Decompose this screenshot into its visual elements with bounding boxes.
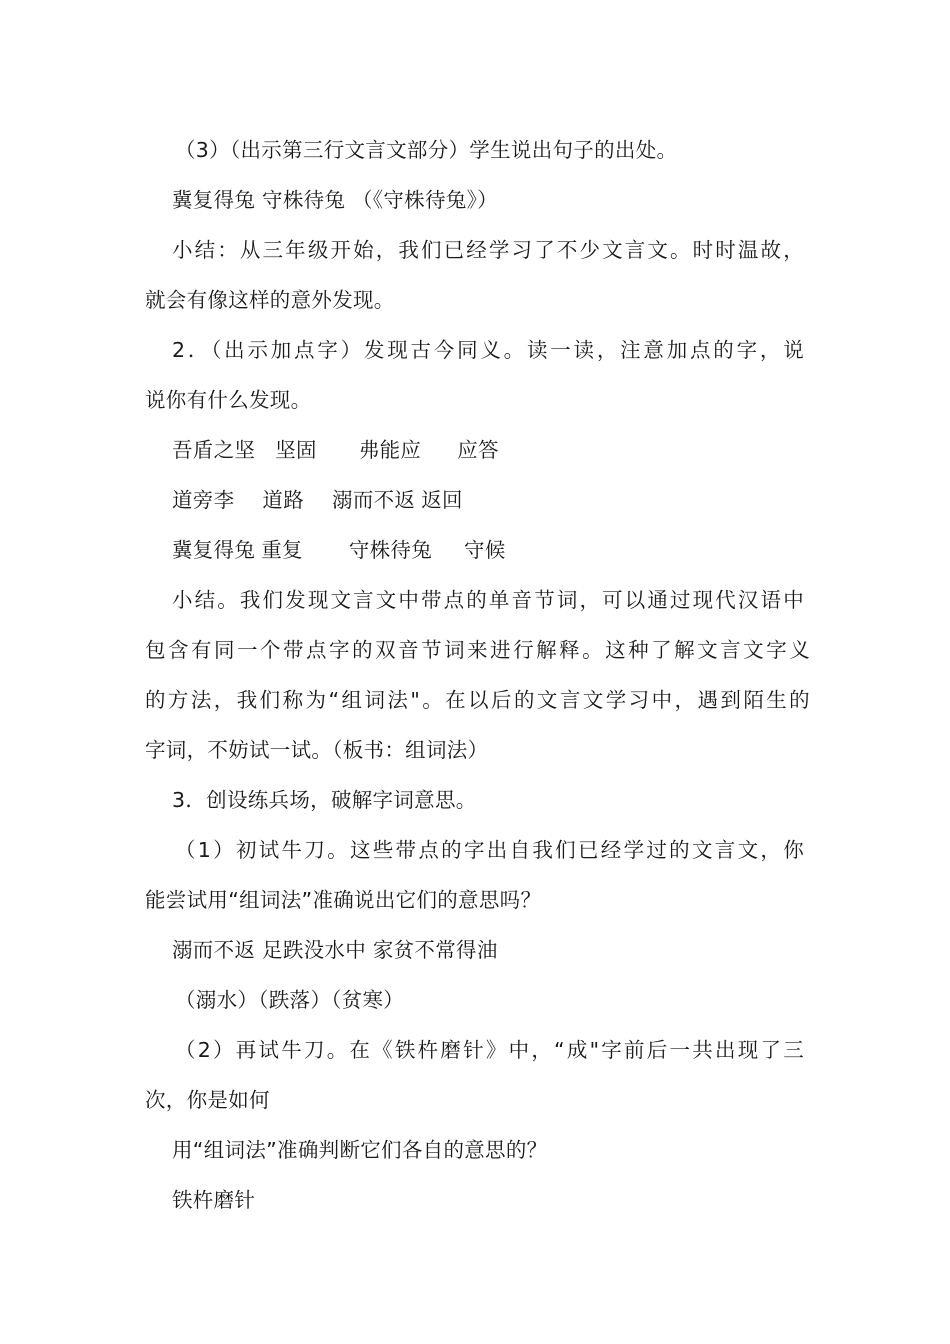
paragraph-trial-1-examples: 溺而不返 足跌没水中 家贫不常得油 xyxy=(172,938,498,962)
word-pair-phrase: 吾盾之坚 xyxy=(172,438,256,462)
paragraph-summary-1: 小结：从三年级开始，我们已经学习了不少文言文。时时温故， xyxy=(172,238,804,262)
paragraph-summary-2: 小结。我们发现文言文中带点的单音节词，可以通过现代汉语中 xyxy=(172,588,804,612)
word-pair-meaning: 守候 xyxy=(464,538,506,562)
word-pair-meaning: 坚固 xyxy=(275,438,317,462)
paragraph-trial-1-answers: （溺水）（跌落）（贫寒） xyxy=(175,988,405,1012)
word-pair-meaning: 道路 xyxy=(262,488,305,512)
word-pair-meaning: 返回 xyxy=(421,488,463,512)
paragraph-step-2: 2．（出示加点字）发现古今同义。读一读，注意加点的字，说 xyxy=(172,338,804,362)
paragraph-trial-2-question: 用“组词法”准确判断它们各自的意思的？ xyxy=(172,1138,548,1162)
word-pair-row-1 xyxy=(172,435,837,465)
word-pair-phrase: 弗能应 xyxy=(358,438,422,462)
paragraph-trial-1-cont: 能尝试用“组词法”准确说出它们的意思吗？ xyxy=(145,888,542,912)
paragraph-summary-2-cont-3: 字词，不妨试一试。（板书：组词法） xyxy=(145,738,489,762)
paragraph-example-shouzhu: 冀复得兔 守株待兔 （《守株待兔》） xyxy=(172,188,498,212)
paragraph-step-2-cont: 说你有什么发现。 xyxy=(145,388,312,412)
word-pair-phrase: 溺而不返 xyxy=(332,488,416,512)
word-pair-meaning: 应答 xyxy=(457,438,499,462)
paragraph-source-step: （3）（出示第三行文言文部分）学生说出句子的出处。 xyxy=(175,138,678,162)
paragraph-trial-2: （2）再试牛刀。在《铁杵磨针》中，“成"字前后一共出现了三 xyxy=(175,1038,804,1062)
word-pair-phrase: 冀复得兔 xyxy=(172,538,256,562)
paragraph-trial-2-cont: 次，你是如何 xyxy=(145,1088,270,1112)
word-pair-meaning: 重复 xyxy=(261,538,303,562)
word-pair-row-2 xyxy=(172,485,837,515)
paragraph-summary-1-cont: 就会有像这样的意外发现。 xyxy=(145,288,395,312)
paragraph-trial-1: （1）初试牛刀。这些带点的字出自我们已经学过的文言文，你 xyxy=(175,838,804,862)
paragraph-summary-2-cont-1: 包含有同一个带点字的双音节词来进行解释。这种了解文言文字义 xyxy=(145,638,810,662)
word-pair-row-3 xyxy=(172,535,837,565)
paragraph-tiechu-title: 铁杵磨针 xyxy=(172,1188,256,1212)
paragraph-summary-2-cont-2: 的方法，我们称为“组词法"。在以后的文言文学习中，遇到陌生的 xyxy=(145,688,810,712)
word-pair-phrase: 道旁李 xyxy=(172,488,235,512)
word-pair-phrase: 守株待兔 xyxy=(348,538,433,562)
paragraph-step-3: 3．创设练兵场，破解字词意思。 xyxy=(172,788,477,812)
